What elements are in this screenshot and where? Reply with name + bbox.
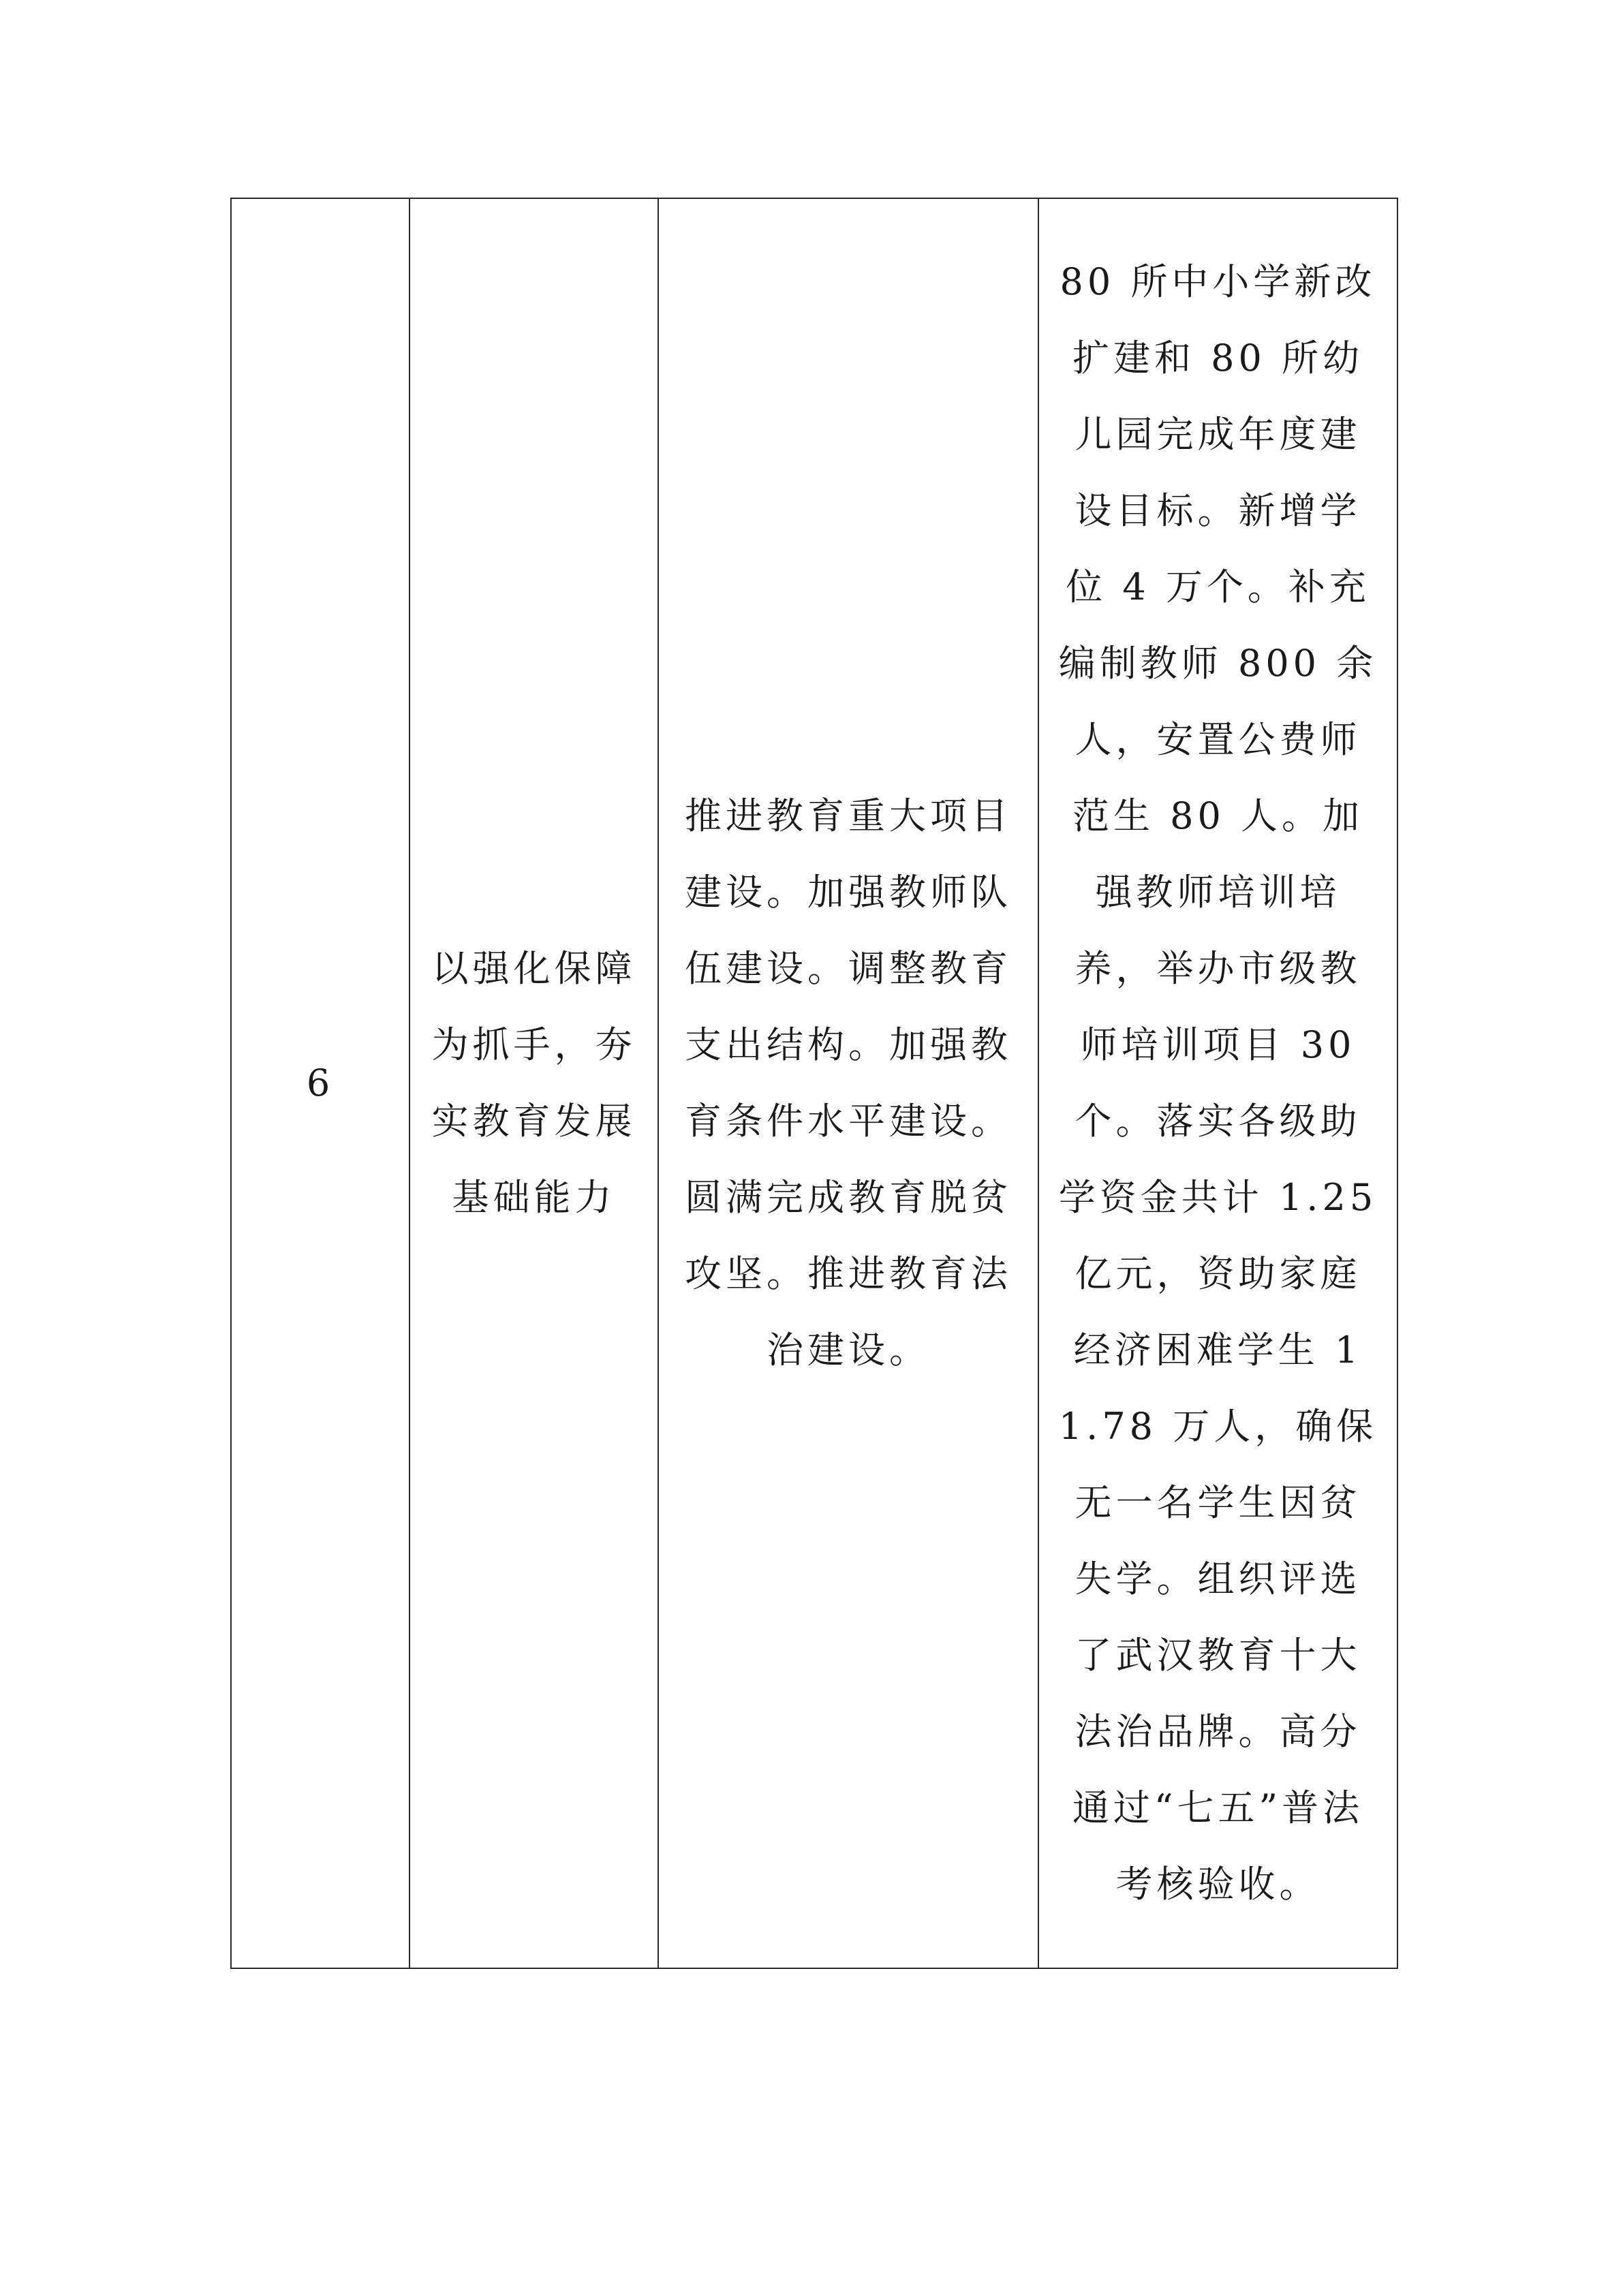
row-index-cell: 6 [231, 198, 409, 1968]
table-row [231, 198, 1397, 1968]
work-report-table [230, 198, 1398, 1969]
task-cell: 以强化保障为抓手，夯实教育发展基础能力 [409, 198, 658, 1968]
results-cell: 80 所中小学新改扩建和 80 所幼儿园完成年度建设目标。新增学位 4 万个。补充编制教师 800 余人，安置公费师范生 80 人。加强教师培训培养，举办市级教师培训项目 30 个。落实各级助学资金共计 1.25 亿元，资助家庭经济困难学生 11.78 万人，确保无一名学生因贫失学。组织评选了武汉教育十大法治品牌。高分通过“七五”普法考核验收。 [1038, 198, 1397, 1968]
measures-cell: 推进教育重大项目建设。加强教师队伍建设。调整教育支出结构。加强教育条件水平建设。圆满完成教育脱贫攻坚。推进教育法治建设。 [658, 198, 1038, 1968]
